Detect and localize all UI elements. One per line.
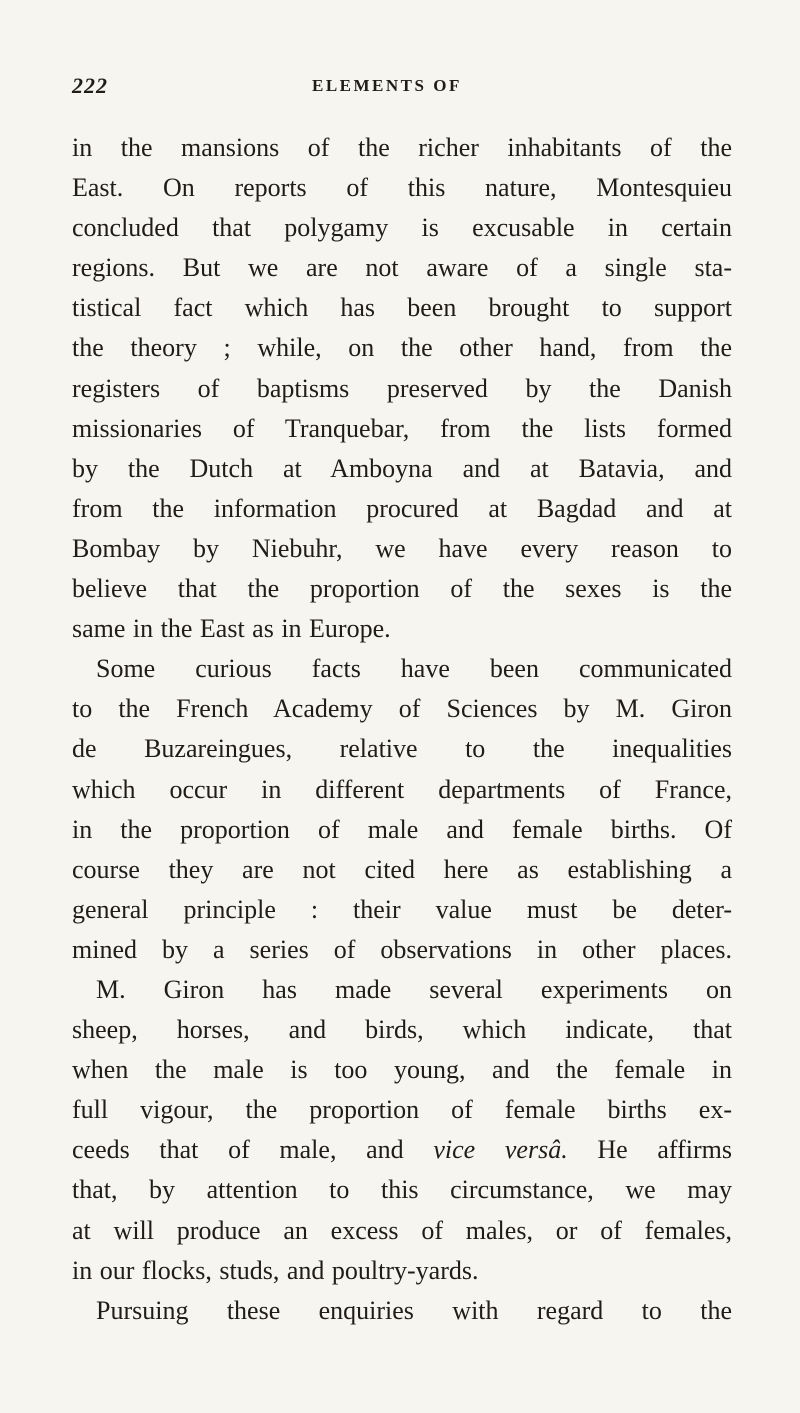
text-line: in our flocks, studs, and poultry-yards. (72, 1255, 479, 1285)
text-segment: He affirms (597, 1135, 732, 1165)
text-line: tistical fact which has been brought to support (72, 293, 732, 323)
text-line: at will produce an excess of males, or of females, (72, 1215, 732, 1245)
text-line: same in the East as in Europe. (72, 614, 391, 644)
running-head: ELEMENTS OF (312, 76, 462, 95)
text-line: Bombay by Niebuhr, we have every reason to (72, 533, 732, 563)
italic-phrase: vice versâ. (433, 1135, 568, 1165)
text-line: that, by attention to this circumstance, we may (72, 1175, 732, 1205)
text-line: from the information procured at Bagdad and at (72, 493, 732, 523)
text-line: Some curious facts have been communicated (96, 654, 732, 684)
page-number: 222 (72, 73, 108, 98)
text-line: general principle : their value must be deter- (72, 894, 732, 924)
text-line: M. Giron has made several experiments on (96, 974, 732, 1004)
text-line: Pursuing these enquiries with regard to the (96, 1295, 732, 1325)
text-line: mined by a series of observations in other places. (72, 934, 732, 964)
text-line: believe that the proportion of the sexes is the (72, 574, 732, 604)
text-line: regions. But we are not aware of a single sta- (72, 253, 732, 283)
text-line-mixed (72, 1130, 732, 1170)
text-line: concluded that polygamy is excusable in certain (72, 213, 732, 243)
body-text (72, 128, 732, 1331)
text-segment: ceeds that of male, and (72, 1135, 404, 1165)
text-line: missionaries of Tranquebar, from the lists formed (72, 413, 732, 443)
text-line: in the proportion of male and female births. Of (72, 814, 732, 844)
text-line: when the male is too young, and the female in (72, 1055, 732, 1085)
text-line: East. On reports of this nature, Montesquieu (72, 173, 732, 203)
text-line: the theory ; while, on the other hand, from the (72, 333, 732, 363)
text-line: course they are not cited here as establishing a (72, 854, 732, 884)
text-line: by the Dutch at Amboyna and at Batavia, and (72, 453, 732, 483)
text-line: in the mansions of the richer inhabitants of the (72, 133, 732, 162)
text-line: sheep, horses, and birds, which indicate, that (72, 1015, 732, 1045)
text-line: de Buzareingues, relative to the inequalities (72, 734, 732, 764)
page-header (72, 73, 732, 103)
text-line: which occur in different departments of France, (72, 774, 732, 804)
text-line: registers of baptisms preserved by the Danish (72, 373, 732, 403)
text-line: to the French Academy of Sciences by M. Giron (72, 694, 732, 724)
text-line: full vigour, the proportion of female births ex- (72, 1095, 732, 1125)
